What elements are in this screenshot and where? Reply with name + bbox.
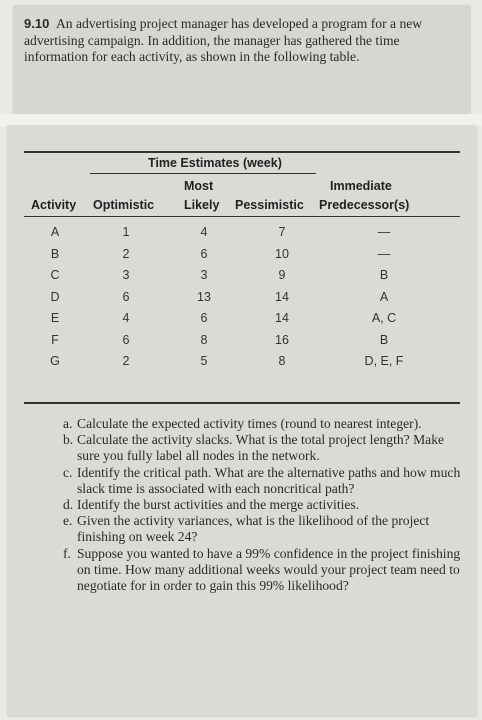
cell-activity: B [50, 246, 60, 261]
question-label: c. [63, 464, 73, 480]
question-b [63, 432, 463, 464]
cell-most-likely: 5 [200, 354, 208, 368]
question-text: Suppose you wanted to have a 99% confidence in the project finishing on time. How many additional weeks would your project team need to negotiate for in order to gain this 99% likelihood? [77, 545, 461, 594]
cell-pessimistic: 14 [275, 289, 289, 304]
group-header-rule [90, 173, 316, 174]
header-optimistic: Optimistic [93, 198, 155, 212]
cell-predecessors: B [379, 268, 389, 282]
cell-most-likely: 8 [200, 332, 208, 347]
cell-most-likely: 4 [200, 225, 208, 239]
cell-activity: E [50, 311, 60, 325]
header-rule [24, 216, 460, 217]
cell-predecessors: — [377, 225, 391, 239]
problem-text: An advertising project manager has developed a program for a new advertising campaign. In addition, the manager has gathered the time information for each activity, as shown in the following table. [24, 16, 423, 64]
cell-pessimistic: 14 [275, 311, 289, 325]
question-text: Calculate the expected activity times (round to nearest integer). [77, 416, 422, 431]
table-bottom-rule [24, 402, 460, 404]
cell-activity: C [50, 268, 60, 282]
cell-activity: G [50, 354, 60, 368]
question-text: Given the activity variances, what is the likelihood of the project finishing on week 24? [77, 513, 430, 545]
cell-activity: A [50, 225, 60, 239]
cell-optimistic: 6 [122, 332, 130, 347]
problem-number: 9.10 [24, 16, 50, 31]
cell-optimistic: 6 [122, 289, 130, 304]
cell-optimistic: 2 [122, 246, 130, 261]
cell-most-likely: 3 [200, 268, 208, 282]
question-label: d. [63, 497, 74, 513]
question-a [63, 416, 463, 432]
question-text: Identify the critical path. What are the alternative paths and how much slack time is associated with each noncritical path? [77, 464, 461, 496]
question-label: a. [63, 416, 73, 431]
cell-predecessors: D, E, F [364, 354, 404, 368]
group-header: Time Estimates (week) [148, 156, 282, 170]
header-most: Most [184, 179, 214, 193]
cell-optimistic: 3 [122, 268, 130, 282]
cell-pessimistic: 8 [278, 354, 286, 368]
cell-pessimistic: 16 [275, 332, 289, 347]
problem-photo [14, 6, 470, 114]
table-top-rule [24, 151, 460, 153]
header-likely: Likely [184, 198, 220, 212]
header-activity: Activity [31, 198, 77, 212]
cell-optimistic: 4 [122, 311, 130, 325]
question-text: Calculate the activity slacks. What is the total project length? Make sure you fully label all nodes in the network. [77, 432, 445, 464]
cell-predecessors: B [379, 332, 389, 347]
question-label: f. [63, 545, 71, 561]
problem-statement [24, 16, 460, 66]
header-immediate: Immediate [330, 179, 392, 193]
cell-predecessors: — [377, 246, 391, 261]
cell-most-likely: 6 [200, 246, 208, 261]
cell-predecessors: A, C [371, 311, 397, 325]
question-label: b. [63, 432, 74, 448]
cell-activity: F [51, 332, 59, 347]
cell-activity: D [50, 289, 60, 304]
cell-optimistic: 1 [122, 225, 130, 239]
header-pessimistic: Pessimistic [235, 198, 304, 212]
header-predecessors: Predecessor(s) [319, 198, 410, 212]
cell-optimistic: 2 [122, 354, 130, 368]
question-text: Identify the burst activities and the merge activities. [77, 497, 360, 513]
question-f [63, 546, 463, 595]
cell-pessimistic: 10 [275, 246, 289, 261]
cell-pessimistic: 7 [278, 225, 286, 239]
question-label: e. [63, 513, 73, 529]
question-c [63, 465, 463, 497]
question-e [63, 513, 463, 545]
cell-predecessors: A [379, 289, 389, 304]
question-d [63, 497, 463, 513]
table-photo [8, 126, 476, 716]
question-list [63, 416, 463, 594]
photo-gap [0, 114, 482, 126]
cell-most-likely: 13 [197, 289, 211, 304]
cell-pessimistic: 9 [278, 268, 286, 282]
cell-most-likely: 6 [200, 311, 208, 325]
